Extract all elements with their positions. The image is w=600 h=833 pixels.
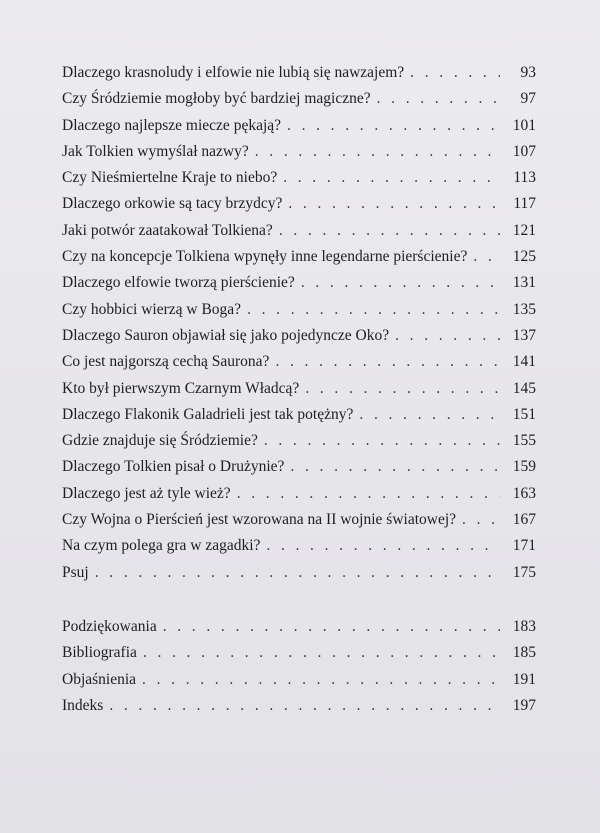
dot-leader: [247, 301, 500, 319]
dot-leader: [283, 169, 500, 187]
toc-entry-page-number: 145: [512, 379, 536, 397]
dot-leader: [275, 353, 500, 371]
toc-entry: [62, 222, 536, 248]
toc-entry-title: Dlaczego Tolkien pisał o Drużynie?: [62, 458, 285, 476]
toc-entry-title: Objaśnienia: [62, 670, 137, 688]
toc-entry-title: Czy hobbici wierzą w Boga?: [62, 300, 242, 318]
toc-entry: [62, 564, 536, 590]
toc-entry: [62, 353, 536, 379]
toc-entry-page-number: 117: [513, 195, 536, 213]
toc-entry-page-number: 197: [512, 696, 536, 714]
toc-entry: [62, 64, 536, 90]
dot-leader: [287, 117, 500, 135]
toc-entry-page-number: 175: [512, 563, 536, 581]
section-gap: [62, 590, 536, 618]
toc-entry: [62, 697, 536, 723]
dot-leader: [377, 90, 500, 108]
toc-entry: [62, 301, 536, 327]
toc-entry-title: Dlaczego jest aż tyle wież?: [62, 484, 231, 502]
toc-entry: [62, 671, 536, 697]
toc-main-list: [62, 64, 536, 590]
toc-entry-page-number: 107: [512, 142, 536, 160]
toc-entry-page-number: 97: [520, 90, 536, 108]
toc-entry-title: Czy na koncepcje Tolkiena wpynęły inne legendarne pierścienie?: [62, 248, 468, 266]
toc-entry-title: Czy Wojna o Pierścień jest wzorowana na II wojnie światowej?: [62, 511, 457, 529]
dot-leader: [279, 222, 500, 240]
toc-entry-title: Co jest najgorszą cechą Saurona?: [62, 353, 270, 371]
dot-leader: [95, 564, 500, 582]
toc-entry: [62, 380, 536, 406]
dot-leader: [305, 380, 500, 398]
dot-leader: [109, 697, 500, 715]
toc-entry: [62, 537, 536, 563]
toc-entry-page-number: 135: [512, 300, 536, 318]
toc-entry-page-number: 113: [513, 169, 536, 187]
toc-entry: [62, 327, 536, 353]
dot-leader: [142, 671, 500, 689]
toc-entry-page-number: 141: [512, 353, 536, 371]
toc-entry-page-number: 151: [512, 405, 536, 423]
dot-leader: [163, 618, 500, 636]
dot-leader: [359, 406, 500, 424]
toc-entry-page-number: 137: [512, 326, 536, 344]
toc-entry-page-number: 183: [512, 617, 536, 635]
toc-entry: [62, 90, 536, 116]
toc-entry-title: Dlaczego najlepsze miecze pękają?: [62, 116, 282, 134]
toc-entry: [62, 274, 536, 300]
toc-entry: [62, 143, 536, 169]
toc-entry: [62, 195, 536, 221]
dot-leader: [410, 64, 500, 82]
toc-entry-page-number: 171: [512, 537, 536, 555]
toc-entry-title: Gdzie znajduje się Śródziemie?: [62, 432, 258, 450]
toc-entry: [62, 432, 536, 458]
toc-entry-title: Na czym polega gra w zagadki?: [62, 537, 261, 555]
toc-entry-title: Podziękowania: [62, 617, 157, 635]
toc-back-matter-list: [62, 618, 536, 723]
toc-entry-page-number: 93: [520, 64, 536, 81]
table-of-contents: [62, 64, 536, 723]
toc-entry-title: Indeks: [62, 696, 104, 714]
toc-entry-title: Czy Nieśmiertelne Kraje to niebo?: [62, 169, 278, 187]
toc-entry-page-number: 155: [512, 432, 536, 450]
toc-entry-title: Bibliografia: [62, 644, 137, 662]
toc-entry-page-number: 101: [512, 116, 536, 134]
toc-entry: [62, 169, 536, 195]
toc-entry-title: Jaki potwór zaatakował Tolkiena?: [62, 221, 273, 239]
toc-entry-page-number: 167: [512, 511, 536, 529]
dot-leader: [462, 511, 500, 529]
toc-entry-title: Czy Śródziemie mogłoby być bardziej magiczne?: [62, 90, 371, 108]
dot-leader: [288, 195, 500, 213]
dot-leader: [255, 143, 500, 161]
dot-leader: [290, 458, 500, 476]
toc-entry: [62, 618, 536, 644]
dot-leader: [301, 274, 500, 292]
toc-entry-title: Dlaczego Flakonik Galadrieli jest tak potężny?: [62, 405, 354, 423]
toc-entry-page-number: 125: [512, 248, 536, 266]
toc-entry-title: Psuj: [62, 563, 89, 581]
toc-entry-title: Dlaczego elfowie tworzą pierścienie?: [62, 274, 295, 292]
toc-entry-title: Dlaczego krasnoludy i elfowie nie lubią się nawzajem?: [62, 64, 405, 81]
toc-entry: [62, 117, 536, 143]
toc-entry-title: Dlaczego orkowie są tacy brzydcy?: [62, 195, 283, 213]
toc-entry-page-number: 121: [512, 221, 536, 239]
toc-entry: [62, 406, 536, 432]
toc-entry-page-number: 185: [512, 644, 536, 662]
dot-leader: [143, 644, 500, 662]
toc-entry-title: Jak Tolkien wymyślał nazwy?: [62, 142, 249, 160]
toc-entry-page-number: 131: [512, 274, 536, 292]
toc-entry: [62, 511, 536, 537]
toc-entry-page-number: 191: [512, 670, 536, 688]
toc-entry: [62, 248, 536, 274]
toc-entry-page-number: 163: [512, 484, 536, 502]
dot-leader: [395, 327, 500, 345]
dot-leader: [266, 537, 500, 555]
toc-entry: [62, 644, 536, 670]
dot-leader: [237, 485, 500, 503]
toc-entry-page-number: 159: [512, 458, 536, 476]
dot-leader: [264, 432, 500, 450]
dot-leader: [473, 248, 500, 266]
toc-entry-title: Dlaczego Sauron objawiał się jako pojedyncze Oko?: [62, 326, 390, 344]
toc-entry: [62, 458, 536, 484]
toc-entry-title: Kto był pierwszym Czarnym Władcą?: [62, 379, 300, 397]
toc-entry: [62, 485, 536, 511]
